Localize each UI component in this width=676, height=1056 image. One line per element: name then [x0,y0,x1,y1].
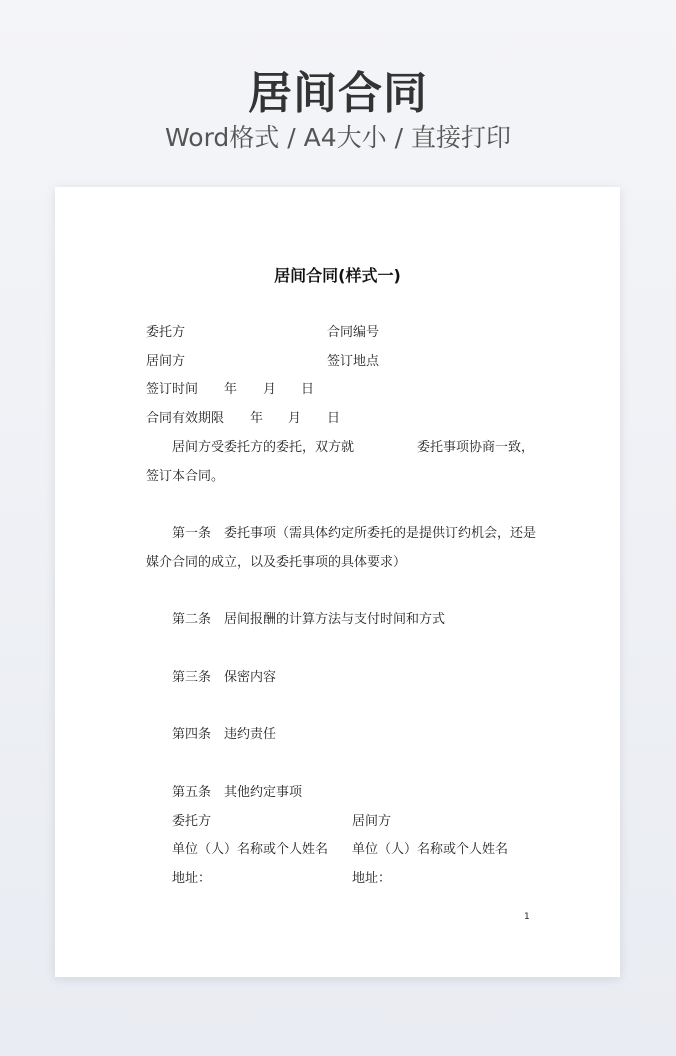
intro-text-part2: 委托事项协商一致， [417,440,535,455]
article-5-title: 其他约定事项 [224,785,303,800]
field-sign-place: 签订地点 [327,354,380,369]
article-1-continuation: 媒介合同的成立，以及委托事项的具体要求） [146,555,407,570]
signature-left-name: 单位（人）名称或个人姓名 [172,842,329,857]
signature-right-party: 居间方 [352,814,392,829]
article-3-number: 第三条 [172,670,212,685]
article-2-title: 居间报酬的计算方法与支付时间和方式 [224,612,446,627]
sign-month-label: 月 [263,382,277,397]
valid-year-label: 年 [250,411,264,426]
sign-day-label: 日 [301,382,315,397]
valid-day-label: 日 [327,411,341,426]
field-validity: 合同有效期限 [146,411,225,426]
signature-right-address: 地址： [352,871,392,886]
document-page [55,187,620,977]
intro-text-line2: 签订本合同。 [146,469,225,484]
signature-right-name: 单位（人）名称或个人姓名 [352,842,509,857]
article-2-number: 第二条 [172,612,212,627]
article-1-title: 委托事项（需具体约定所委托的是提供订约机会，还是 [224,526,537,541]
banner-subtitle: Word格式 / A4大小 / 直接打印 [165,123,511,152]
article-1-number: 第一条 [172,526,212,541]
page-number: 1 [524,912,530,922]
valid-month-label: 月 [288,411,302,426]
article-4-title: 违约责任 [224,727,277,742]
article-3-title: 保密内容 [224,670,277,685]
article-5-number: 第五条 [172,785,212,800]
intro-text-part1: 居间方受委托方的委托，双方就 [172,440,355,455]
field-contract-number: 合同编号 [327,325,380,340]
document-title: 居间合同(样式一) [274,266,401,285]
field-principal: 委托方 [146,325,186,340]
article-4-number: 第四条 [172,727,212,742]
signature-left-address: 地址： [172,871,212,886]
field-intermediary: 居间方 [146,354,186,369]
sign-year-label: 年 [224,382,238,397]
signature-left-party: 委托方 [172,814,212,829]
banner-title: 居间合同 [248,68,428,119]
field-sign-time: 签订时间 [146,382,199,397]
